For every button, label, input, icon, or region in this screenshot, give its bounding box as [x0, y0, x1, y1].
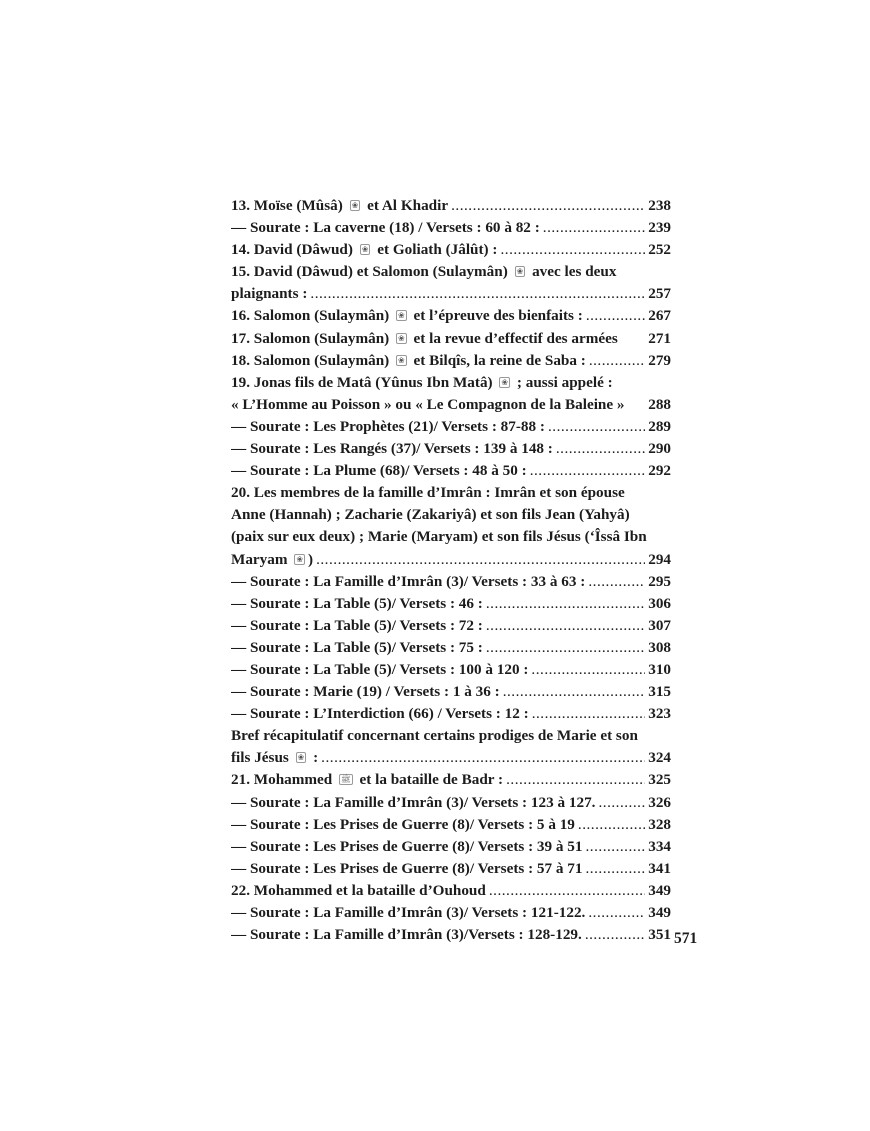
toc-entry[interactable] — [231, 615, 671, 637]
dot-leader — [589, 350, 645, 372]
toc-entry-page: 315 — [648, 683, 671, 701]
toc-entry-title: — Sourate : Les Prises de Guerre (8)/ Versets : 39 à 51 — [231, 837, 583, 855]
dot-leader — [486, 615, 645, 637]
dot-leader — [556, 438, 645, 460]
toc-entry[interactable] — [231, 659, 671, 681]
toc-entry[interactable] — [231, 792, 671, 814]
toc-entry-page: 349 — [648, 881, 671, 899]
dot-leader — [588, 902, 645, 924]
toc-entry-page: 334 — [648, 837, 671, 855]
dot-leader — [532, 703, 646, 725]
toc-entry-page: 326 — [648, 793, 671, 811]
toc-entry-page: 238 — [648, 197, 671, 214]
dot-leader — [310, 283, 645, 305]
dot-leader — [500, 239, 645, 261]
toc-entry[interactable] — [231, 637, 671, 659]
toc-entry[interactable] — [231, 416, 671, 438]
honorific-pbuh-icon: ❀ — [398, 311, 405, 321]
toc-entry[interactable] — [231, 681, 671, 703]
toc-entry[interactable] — [231, 372, 671, 416]
toc-entry-title: — Sourate : Marie (19) / Versets : 1 à 36 : — [231, 683, 500, 701]
toc-entry-title: — Sourate : Les Prises de Guerre (8)/ Versets : 57 à 71 — [231, 859, 583, 877]
toc-entry-page: 351 — [648, 926, 671, 944]
toc-entry[interactable] — [231, 924, 671, 946]
dot-leader — [588, 571, 645, 593]
toc-entry-page: 349 — [648, 904, 671, 921]
toc-entry[interactable] — [231, 571, 671, 593]
toc-entry-title: 13. Moïse (Mûsâ) ❀ et Al Khadir — [231, 197, 449, 214]
toc-entry[interactable] — [231, 880, 671, 902]
toc-entry[interactable] — [231, 814, 671, 836]
dot-leader — [321, 747, 645, 769]
dot-leader — [486, 593, 645, 615]
toc-entry-title: Anne (Hannah) ; Zacharie (Zakariyâ) et son fils Jean (Yahyâ) — [231, 506, 630, 524]
toc-entry-title: — Sourate : Les Prophètes (21)/ Versets : 87-88 : — [231, 417, 545, 435]
toc-entry-title: 17. Salomon (Sulaymân) ❀ et la revue d’effectif des armées — [231, 329, 618, 347]
dot-leader — [598, 792, 645, 814]
dot-leader — [503, 681, 646, 703]
honorific-pbuh-icon: ❀ — [501, 377, 509, 387]
dot-leader — [506, 769, 645, 791]
toc-entry-page: 341 — [648, 859, 671, 877]
toc-entry[interactable] — [231, 350, 671, 372]
toc-entry-title: 16. Salomon (Sulaymân) ❀ et l’épreuve des bienfaits : — [231, 307, 583, 325]
toc-entry-page: 289 — [648, 417, 671, 435]
toc-entry-page: 310 — [648, 660, 671, 678]
toc-entry-title: fils Jésus ❀ : — [231, 749, 319, 767]
toc-entry-title: — Sourate : Les Rangés (37)/ Versets : 139 à 148 : — [231, 440, 553, 458]
dot-leader — [316, 549, 645, 571]
honorific-pbuh-icon: ❀ — [398, 333, 405, 343]
toc-entry-title: 20. Les membres de la famille d’Imrân : Imrân et son épouse — [231, 484, 625, 502]
toc-entry[interactable] — [231, 239, 671, 261]
dot-leader — [530, 460, 646, 482]
toc-entry-title: 18. Salomon (Sulaymân) ❀ et Bilqîs, la reine de Saba : — [231, 351, 586, 369]
toc-entry-title: plaignants : — [231, 285, 308, 303]
toc-entry[interactable] — [231, 593, 671, 615]
honorific-pbuh-icon: ❀ — [516, 267, 524, 277]
dot-leader — [486, 637, 645, 659]
toc-entry-title: — Sourate : La Famille d’Imrân (3)/Versets : 128-129. — [231, 926, 582, 944]
toc-entry-page: 252 — [648, 241, 671, 259]
table-of-contents — [231, 195, 671, 946]
toc-entry-title: 14. David (Dâwud) ❀ et Goliath (Jâlût) : — [231, 241, 498, 259]
toc-entry-title: — Sourate : La Table (5)/ Versets : 46 : — [231, 594, 483, 612]
honorific-pbuh-icon: ❀ — [297, 753, 305, 763]
page-number: 571 — [674, 930, 698, 947]
dot-leader — [585, 924, 645, 946]
dot-leader — [586, 858, 646, 880]
toc-entry-title: — Sourate : L’Interdiction (66) / Versets : 12 : — [231, 705, 529, 723]
toc-entry-title: — Sourate : La Table (5)/ Versets : 75 : — [231, 638, 483, 656]
toc-entry-title: 22. Mohammed et la bataille d’Ouhoud — [231, 881, 486, 899]
toc-entry[interactable] — [231, 328, 671, 350]
toc-entry-page: 279 — [648, 351, 671, 369]
toc-entry-title: (paix sur eux deux) ; Marie (Maryam) et son fils Jésus (‘Îssâ Ibn — [231, 528, 647, 546]
toc-entry-title: — Sourate : La caverne (18) / Versets : 60 à 82 : — [231, 219, 540, 237]
honorific-pbuh-icon: ❀ — [351, 201, 359, 210]
toc-entry-title: — Sourate : Les Prises de Guerre (8)/ Versets : 5 à 19 — [231, 815, 575, 833]
toc-entry[interactable] — [231, 460, 671, 482]
dot-leader — [451, 195, 645, 217]
toc-entry-title: — Sourate : La Famille d’Imrân (3)/ Versets : 123 à 127. — [231, 793, 596, 811]
toc-entry[interactable] — [231, 703, 671, 725]
toc-entry-title: « L’Homme au Poisson » ou « Le Compagnon de la Baleine » — [231, 395, 625, 413]
toc-entry-title: Maryam ❀ ) — [231, 550, 314, 568]
toc-entry[interactable] — [231, 305, 671, 327]
dot-leader — [543, 217, 645, 239]
toc-entry-title: — Sourate : La Plume (68)/ Versets : 48 à 50 : — [231, 462, 527, 480]
toc-entry-page: 239 — [648, 219, 671, 237]
toc-entry[interactable] — [231, 217, 671, 239]
toc-entry[interactable] — [231, 482, 671, 570]
toc-entry-title: 21. Mohammed ﷺ et la bataille de Badr : — [231, 771, 504, 789]
toc-entry-title: 19. Jonas fils de Matâ (Yûnus Ibn Matâ) ❀ ; aussi appelé : — [231, 373, 613, 391]
toc-entry[interactable] — [231, 769, 671, 791]
honorific-pbuh-icon: ❀ — [361, 245, 369, 255]
toc-entry-title: — Sourate : La Famille d’Imrân (3)/ Versets : 121-122. — [231, 904, 586, 921]
toc-entry-page: 292 — [648, 462, 671, 480]
dot-leader — [489, 880, 645, 902]
toc-entry[interactable] — [231, 438, 671, 460]
dot-leader — [548, 416, 645, 438]
toc-entry-page: 323 — [648, 705, 671, 723]
toc-entry-page: 328 — [648, 815, 671, 833]
dot-leader — [531, 659, 645, 681]
toc-entry[interactable] — [231, 195, 671, 217]
honorific-pbuh-icon: ❀ — [296, 554, 304, 564]
toc-entry-title: 15. David (Dâwud) et Salomon (Sulaymân) ❀ avec les deux — [231, 263, 617, 281]
toc-entry[interactable] — [231, 725, 671, 769]
toc-entry-page: 257 — [648, 285, 671, 303]
toc-entry-page: 306 — [648, 594, 671, 612]
toc-entry[interactable] — [231, 902, 671, 924]
toc-entry-page: 290 — [648, 440, 671, 458]
dot-leader — [586, 836, 646, 858]
honorific-saw-icon: ﷺ — [341, 775, 351, 785]
toc-entry-page: 271 — [648, 329, 671, 347]
toc-entry-title: Bref récapitulatif concernant certains prodiges de Marie et son — [231, 727, 638, 745]
toc-entry[interactable] — [231, 836, 671, 858]
toc-entry-page: 288 — [648, 395, 671, 413]
dot-leader — [578, 814, 645, 836]
toc-entry-title: — Sourate : La Famille d’Imrân (3)/ Versets : 33 à 63 : — [231, 572, 586, 590]
toc-entry-title: — Sourate : La Table (5)/ Versets : 72 : — [231, 616, 483, 634]
toc-entry[interactable] — [231, 858, 671, 880]
toc-entry-title: — Sourate : La Table (5)/ Versets : 100 à 120 : — [231, 660, 529, 678]
honorific-pbuh-icon: ❀ — [398, 355, 405, 365]
toc-entry-page: 324 — [648, 749, 671, 767]
toc-entry-page: 308 — [648, 638, 671, 656]
toc-entry[interactable] — [231, 261, 671, 305]
toc-entry-page: 294 — [648, 550, 671, 568]
toc-entry-page: 325 — [648, 771, 671, 789]
dot-leader — [586, 305, 645, 327]
toc-entry-page: 307 — [648, 616, 671, 634]
toc-entry-page: 267 — [648, 307, 671, 325]
toc-entry-page: 295 — [648, 572, 671, 590]
